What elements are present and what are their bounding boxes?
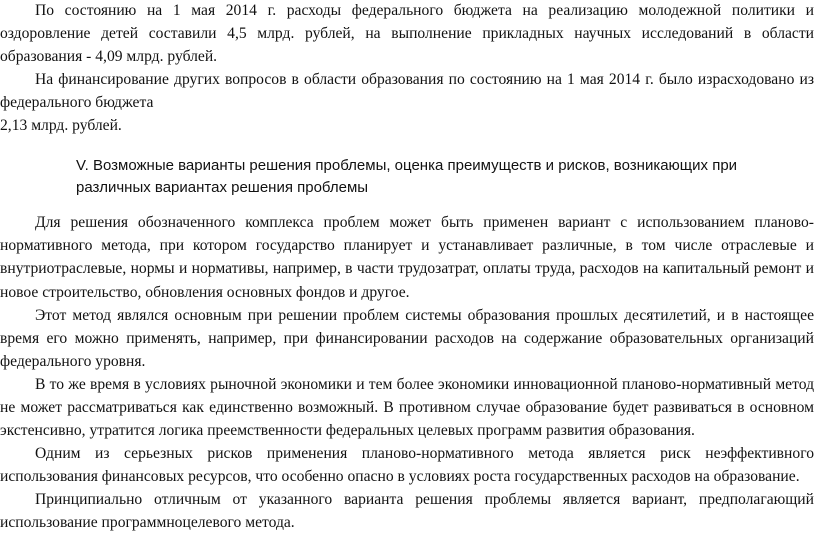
section-heading: V. Возможные варианты решения проблемы, оценка преимуществ и рисков, возникающих при различных вариантах решения проблемы [76,157,738,196]
paragraph-market-economy: В то же время в условиях рыночной экономики и тем более экономики инновационной планово-нормативный метод не может рассматриваться как единственно возможный. В противном случае образование будет развиваться в основном экстенсивно, утратится логика преемственности федеральных целевых программ развития образования. [0,376,814,440]
paragraph-program-target-method: Принципиально отличным от указанного варианта решения проблемы является вариант, предполагающий использование программноцелевого метода. [0,491,814,532]
paragraph-planning-method: Для решения обозначенного комплекса проблем может быть применен вариант с использованием планово-нормативного метода, при котором государство планирует и устанавливает различные, в том числе отраслевые и внутриотраслевые, нормы и нормативы, например, в части трудозатрат, оплаты труда, расходов на капитальный ремонт и новое строительство, обновления основных фондов и другое. [0,214,814,301]
paragraph-other-education-financing: На финансирование других вопросов в области образования по состоянию на 1 мая 2014 г. было израсходовано из федерального бюджета [0,71,814,112]
paragraph-budget-expenses: По состоянию на 1 мая 2014 г. расходы федерального бюджета на реализацию молодежной политики и оздоровление детей составили 4,5 млрд. рублей, на выполнение прикладных научных исследований в области образования - 4,09 млрд. рублей. [0,2,814,66]
paragraph-risks: Одним из серьезных рисков применения планово-нормативного метода является риск неэффективного использования финансовых ресурсов, что особенно опасно в условиях роста государственных расходов на образование. [0,445,814,486]
paragraph-method-history: Этот метод являлся основным при решении проблем системы образования прошлых десятилетий, и в настоящее время его можно применять, например, при финансировании расходов на содержание образовательных организаций федерального уровня. [0,307,814,371]
paragraph-amount: 2,13 млрд. рублей. [0,117,122,134]
